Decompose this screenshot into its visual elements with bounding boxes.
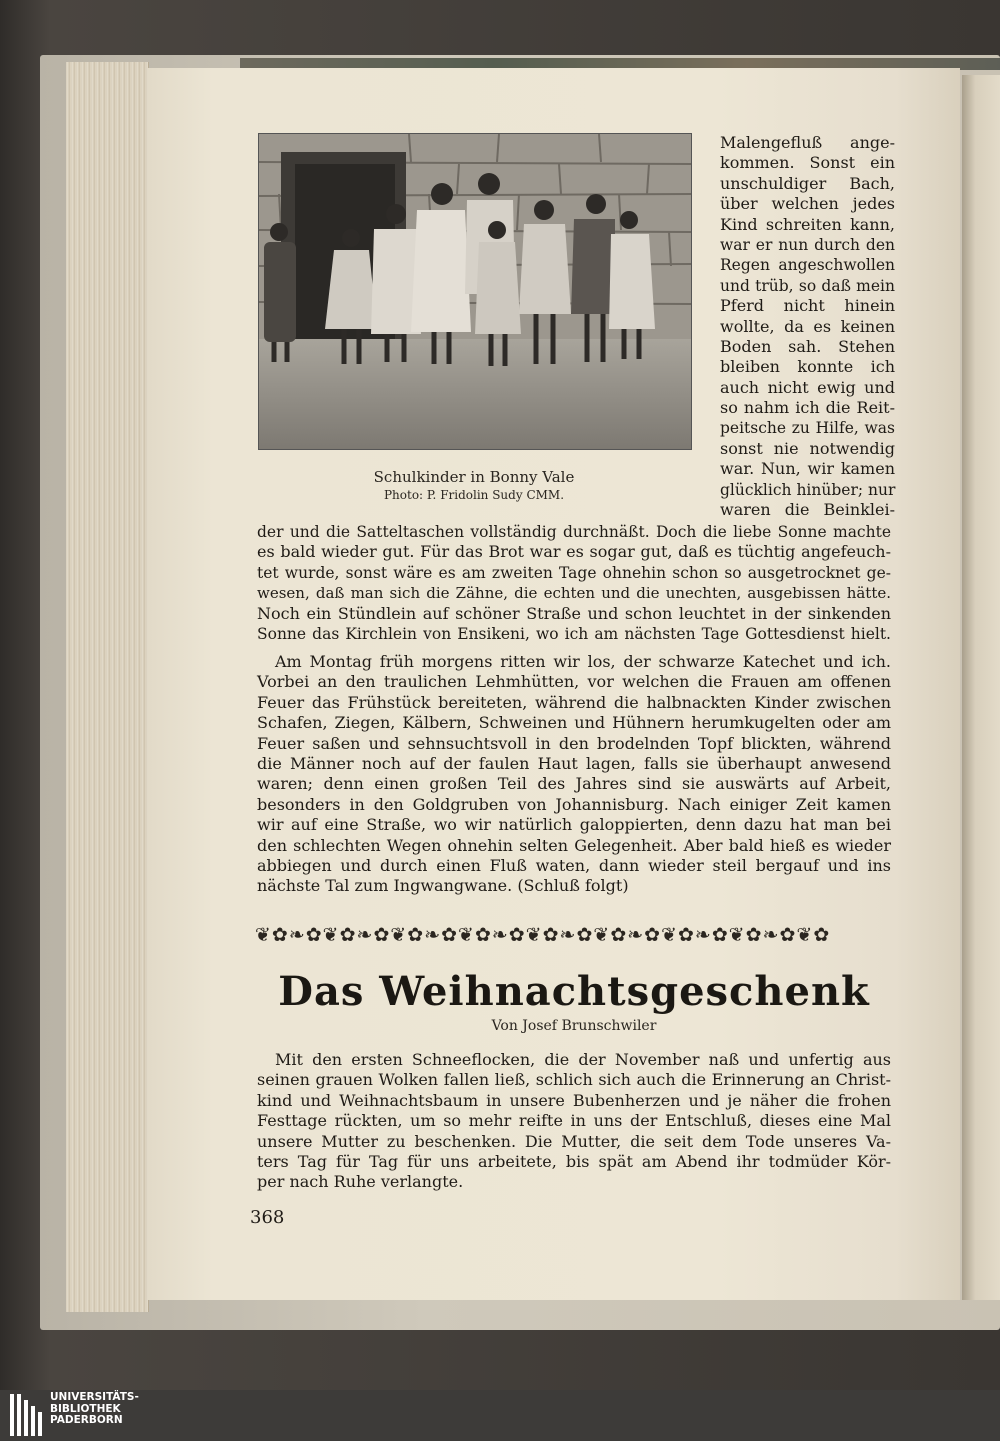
text-line: Pferd nicht hinein xyxy=(720,296,895,316)
text-line: kommen. Sonst ein xyxy=(720,153,895,173)
text-line: Schafen, Ziegen, Kälbern, Schweinen und Hühnern herumkugelten oder am xyxy=(257,713,891,733)
text-line: Malengefluß ange- xyxy=(720,133,895,152)
text-line: seinen grauen Wolken fallen ließ, schlich sich auch die Erinnerung an Christ- xyxy=(257,1070,891,1090)
paragraph-1 xyxy=(257,522,891,644)
text-line: ters Tag für Tag für uns arbeitete, bis spät am Abend ihr todmüder Kör- xyxy=(257,1151,891,1171)
article-paragraph xyxy=(257,1050,891,1193)
text-line: unsere Mutter zu beschenken. Die Mutter, die seit dem Tode unseres Va- xyxy=(257,1131,891,1151)
right-column-text xyxy=(720,133,895,520)
footer-bar xyxy=(0,1390,1000,1441)
text-line: auch nicht ewig und xyxy=(720,377,895,397)
article-byline: Von Josef Brunschwiler xyxy=(491,1018,657,1034)
text-line: glücklich hinüber; nur xyxy=(720,480,896,499)
library-name xyxy=(50,1392,139,1427)
text-line: wesen, daß man sich die Zähne, die echten und die unechten, ausgebissen hätte. xyxy=(257,584,891,603)
text-line: waren; denn einen großen Teil des Jahres sind sie auswärts auf Arbeit, xyxy=(257,774,891,794)
paragraph-2 xyxy=(257,652,891,897)
schoolchildren-photo xyxy=(258,133,692,450)
text-line: kind und Weihnachtsbaum in unsere Bubenherzen und je näher die frohen xyxy=(257,1090,891,1110)
text-line: Noch ein Stündlein auf schöner Straße und schon leuchtet in der sinkenden xyxy=(257,603,891,623)
text-line: abbiegen und durch einen Fluß waten, dann wieder steil bergauf und ins xyxy=(257,855,891,875)
text-line: der und die Satteltaschen vollständig durchnäßt. Doch die liebe Sonne machte xyxy=(257,523,891,541)
library-name-line: UNIVERSITÄTS- xyxy=(50,1391,139,1403)
text-line: unschuldiger Bach, xyxy=(720,173,895,193)
text-line: sonst nie notwendig xyxy=(720,438,895,458)
text-line: per nach Ruhe verlangte. xyxy=(257,1172,464,1192)
text-line: Sonne das Kirchlein von Ensikeni, wo ich am nächsten Tage Gottesdienst hielt. xyxy=(257,624,891,643)
photo-credit: Photo: P. Fridolin Sudy CMM. xyxy=(383,488,565,502)
text-line: den schlechten Wegen ohnehin selten Gelegenheit. Aber bald hieß es wieder xyxy=(257,835,891,855)
text-line: die Männer noch auf der faulen Haut lagen, falls sie überhaupt anwesend xyxy=(257,753,891,773)
text-line: es bald wieder gut. Für das Brot war es sogar gut, daß es tüchtig angefeuch- xyxy=(257,542,891,562)
library-name-line: BIBLIOTHEK xyxy=(50,1402,121,1415)
photo-caption: Schulkinder in Bonny Vale xyxy=(373,468,575,486)
library-logo-icon xyxy=(10,1394,44,1436)
text-line-end: nächste Tal zum Ingwangwane. xyxy=(257,876,513,896)
text-line: Kind schreiten kann, xyxy=(720,214,895,234)
text-line: Mit den ersten Schneeflocken, die der November naß und unfertig aus xyxy=(275,1050,891,1069)
text-line: Feuer saßen und sehnsuchtsvoll in den brodelnden Topf blickten, während xyxy=(257,733,891,753)
text-line: Feuer das Frühstück bereiteten, während die halbnackten Kinder zwischen xyxy=(257,692,891,712)
page-stack-edges xyxy=(66,62,149,1312)
text-line: über welchen jedes xyxy=(720,194,895,214)
text-line: bleiben konnte ich xyxy=(720,357,895,377)
text-line: tet wurde, sonst wäre es am zweiten Tage ohnehin schon so ausgetrocknet ge- xyxy=(257,563,891,582)
text-line: Boden sah. Stehen xyxy=(720,336,895,356)
text-line: waren die Beinklei- xyxy=(720,500,895,520)
text-line: besonders in den Goldgruben von Johannisburg. Nach einiger Zeit kamen xyxy=(257,794,891,814)
page-number: 368 xyxy=(250,1207,285,1228)
text-line: wollte, da es keinen xyxy=(720,316,895,336)
photo-image xyxy=(259,134,691,449)
text-line: wir auf eine Straße, wo wir natürlich galoppierten, denn dazu hat man bei xyxy=(257,815,891,835)
ornamental-divider: ❦✿❧✿❦✿❧✿❦✿❧✿❦✿❧✿❦✿❧✿❦✿❧✿❦✿❧✿❦✿❧✿❦✿ xyxy=(255,924,831,946)
text-line: Regen angeschwollen xyxy=(720,256,895,275)
text-line: so nahm ich die Reit- xyxy=(720,398,895,418)
text-line: war. Nun, wir kamen xyxy=(720,459,895,479)
text-line: Am Montag früh morgens ritten wir los, der schwarze Katechet und ich. xyxy=(275,652,891,671)
text-line: peitsche zu Hilfe, was xyxy=(720,419,895,438)
text-line: war er nun durch den xyxy=(720,235,895,254)
facing-page-edge xyxy=(962,75,1000,1300)
text-line-last xyxy=(257,876,891,896)
text-line: und trüb, so daß mein xyxy=(720,276,895,295)
text-line: Vorbei an den traulichen Lehmhütten, vor welchen die Frauen am offenen xyxy=(257,672,891,692)
article-title: Das Weihnachtsgeschenk xyxy=(278,968,870,1015)
library-name-line: PADERBORN xyxy=(50,1414,123,1426)
text-line: Festtage rückten, um so mehr reifte in uns der Entschluß, dieses eine Mal xyxy=(257,1111,891,1131)
continued-note: (Schluß folgt) xyxy=(517,876,629,896)
